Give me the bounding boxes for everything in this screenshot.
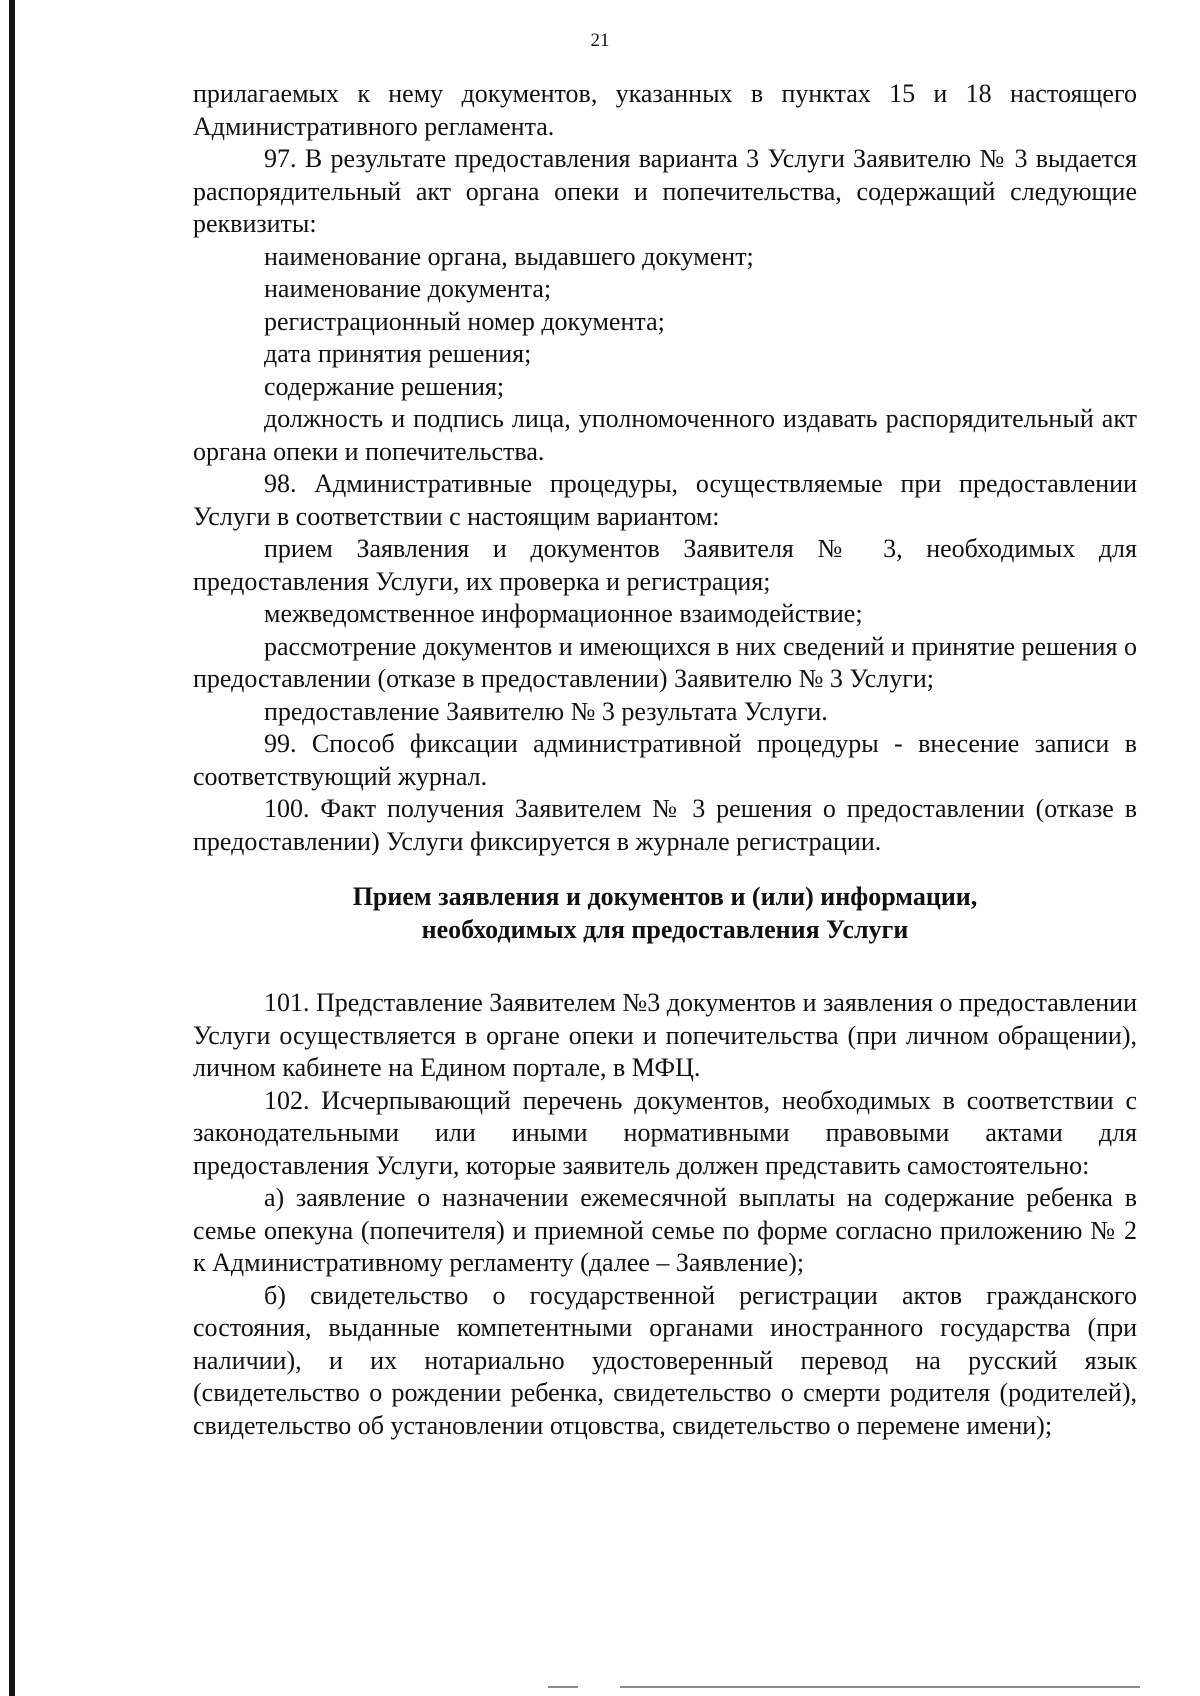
page-number: 21 bbox=[590, 30, 610, 51]
paragraph: должность и подпись лица, уполномоченного издавать распорядительный акт органа опеки и попечительства. bbox=[193, 404, 1137, 466]
scan-left-edge bbox=[9, 0, 15, 1696]
list-item: содержание решения; bbox=[264, 371, 505, 401]
paragraph: 100. Факт получения Заявителем № 3 решения о предоставлении (отказе в предоставлении) Услуги фиксируется в журнале регистрации. bbox=[193, 794, 1137, 856]
paragraph: 101. Представление Заявителем №3 документов и заявления о предоставлении Услуги осуществляется в органе опеки и попечительства (при личном обращении), личном кабинете на Едином портале, в МФЦ. bbox=[193, 988, 1137, 1082]
paragraph: а) заявление о назначении ежемесячной выплаты на содержание ребенка в семье опекуна (попечителя) и приемной семье по форме согласно приложению № 2 к Административному регламенту (далее – Заявление); bbox=[193, 1183, 1137, 1277]
paragraph: рассмотрение документов и имеющихся в них сведений и принятие решения о предоставлении (отказе в предоставлении) Заявителю № 3 Услуги; bbox=[193, 631, 1137, 693]
paragraph: б) свидетельство о государственной регистрации актов гражданского состояния, выданные компетентными органами иностранного государства (при наличии), и их нотариально удостоверенный перевод на русский язык (свидетельство о рождении ребенка, свидетельство о смерти родителя (родителей), свидетельство об установлении отцовства, свидетельство о перемене имени); bbox=[193, 1280, 1137, 1440]
list-item: межведомственное информационное взаимодействие; bbox=[264, 599, 863, 628]
paragraph: 98. Административные процедуры, осуществляемые при предоставлении Услуги в соответствии с настоящим вариантом: bbox=[193, 469, 1137, 531]
list-item: наименование органа, выдавшего документ; bbox=[264, 241, 754, 271]
list-item: регистрационный номер документа; bbox=[264, 306, 665, 336]
paragraph: 97. В результате предоставления варианта 3 Услуги Заявителю № 3 выдается распорядительный акт органа опеки и попечительства, содержащий следующие реквизиты: bbox=[193, 144, 1137, 238]
paragraph: 99. Способ фиксации административной процедуры - внесение записи в соответствующий журнал. bbox=[193, 729, 1137, 791]
list-item: дата принятия решения; bbox=[264, 339, 532, 368]
section-before-heading bbox=[193, 78, 1137, 858]
section-after-heading bbox=[193, 987, 1137, 1442]
scan-bottom-mark bbox=[548, 1686, 578, 1688]
section-heading bbox=[193, 858, 1137, 987]
section-heading-line-1: Прием заявления и документов и (или) информации, bbox=[352, 882, 978, 911]
scan-bottom-mark bbox=[620, 1686, 1140, 1688]
section-heading-line-2: необходимых для предоставления Услуги bbox=[421, 914, 909, 944]
list-item: наименование документа; bbox=[264, 274, 552, 303]
document-body bbox=[193, 78, 1137, 1442]
paragraph: прием Заявления и документов Заявителя № 3, необходимых для предоставления Услуги, их проверка и регистрация; bbox=[193, 534, 1137, 596]
paragraph: 102. Исчерпывающий перечень документов, необходимых в соответствии с законодательными или иными нормативными правовыми актами для предоставления Услуги, которые заявитель должен представить самостоятельно: bbox=[193, 1085, 1137, 1180]
paragraph-continuation: прилагаемых к нему документов, указанных в пунктах 15 и 18 настоящего Административного регламента. bbox=[193, 79, 1137, 141]
list-item: предоставление Заявителю № 3 результата Услуги. bbox=[264, 696, 828, 726]
